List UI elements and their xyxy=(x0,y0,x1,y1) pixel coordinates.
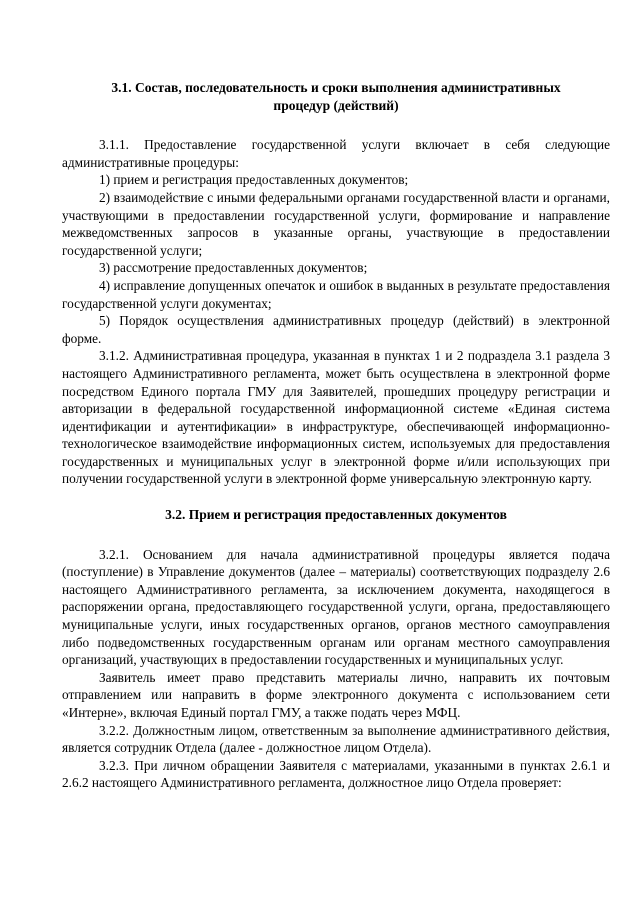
paragraph: 3.2.1. Основанием для начала административной процедуры является подача (поступление) в Управление документов (далее – материалы) соответствующих подразделу 2.6 настоящего Административного регламента, за исключением документа, находящегося в распоряжении органа, предоставляющего государственной услуги, органа, предоставляющего муниципальные услуги, иных государственных органов, органов местного самоуправления либо подведомственных государственным органам или органам местного самоуправления организаций, участвующих в предоставлении государственных и муниципальных услуг. xyxy=(62,546,610,668)
paragraph: 3.2.3. При личном обращении Заявителя с материалами, указанными в пунктах 2.6.1 и 2.6.2 настоящего Административного регламента, должностное лицо Отдела проверяет: xyxy=(62,757,610,791)
list-item: 1) прием и регистрация предоставленных документов; xyxy=(99,172,409,188)
list-item: 3) рассмотрение предоставленных документов; xyxy=(99,260,368,276)
list-item: 5) Порядок осуществления административных процедур (действий) в электронной форме. xyxy=(62,313,610,346)
section-3-1-heading: 3.1. Состав, последовательность и сроки выполнения административных процедур (действий) xyxy=(111,80,561,113)
paragraph: 3.2.2. Должностным лицом, ответственным за выполнение административного действия, является сотрудник Отдела (далее - должностное лицом Отдела). xyxy=(62,722,610,756)
paragraph: 3.1.2. Административная процедура, указанная в пунктах 1 и 2 подраздела 3.1 раздела 3 настоящего Административного регламента, может быть осуществлена в электронной форме посредством Единого портала ГМУ для Заявителей, прошедших процедуру регистрации и авторизации в федеральной государственной информационной системе «Единая система идентификации и аутентификации» в инфраструктуре, обеспечивающей информационно-технологическое взаимодействие информационных систем, используемых для предоставления государственных и муниципальных услуг в электронной форме и/или использующих при получении государственной услуги в электронной форме универсальную электронную карту. xyxy=(62,348,610,487)
list-item: 4) исправление допущенных опечаток и ошибок в выданных в результате предоставления государственной услуги документах; xyxy=(62,277,610,311)
section-3-2-heading: 3.2. Прием и регистрация предоставленных документов xyxy=(165,507,507,523)
paragraph: Заявитель имеет право представить материалы лично, направить их почтовым отправлением или направить в форме электронного документа с использованием сети «Интерне», включая Единый портал ГМУ, а также подать через МФЦ. xyxy=(62,669,610,720)
section-3-1-body xyxy=(62,136,610,488)
document-body xyxy=(62,79,610,792)
section-3-2-body xyxy=(62,546,610,792)
list-item: 2) взаимодействие с иными федеральными органами государственной власти и органами, участвующими в предоставлении государственной услуги, формирование и направление межведомственных запросов в указанные органы, участвующие в предоставлении государственной услуги; xyxy=(62,189,610,258)
paragraph: 3.1.1. Предоставление государственной услуги включает в себя следующие административные процедуры: xyxy=(62,137,610,170)
